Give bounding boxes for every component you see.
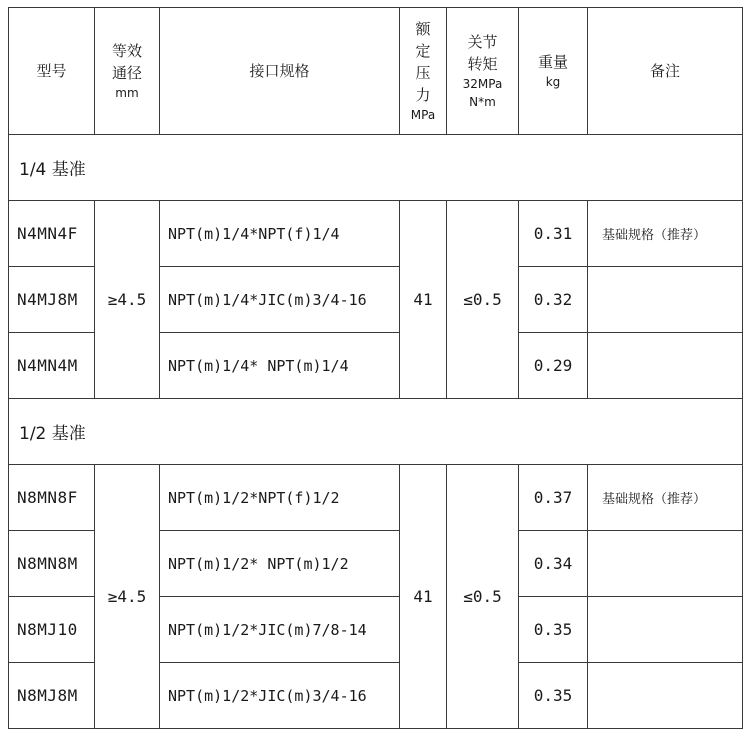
header-torque-line4: N*m [469, 95, 496, 109]
header-pressure-line3: 压 [415, 64, 431, 82]
header-bore-line2: 通径 [111, 64, 142, 82]
bore-cell: ≥4.5 [95, 465, 160, 729]
port-cell: NPT(m)1/4*NPT(f)1/4 [160, 201, 400, 267]
note-cell: 基础规格（推荐） [588, 201, 743, 267]
header-bore-line1: 等效 [111, 42, 142, 60]
header-pressure-line1: 额 [415, 20, 431, 38]
note-cell: 基础规格（推荐） [588, 465, 743, 531]
note-cell [588, 663, 743, 729]
pressure-cell: 41 [400, 465, 447, 729]
bore-cell: ≥4.5 [95, 201, 160, 399]
weight-cell: 0.32 [519, 267, 588, 333]
model-cell: N8MN8M [9, 531, 95, 597]
header-pressure-unit: MPa [410, 108, 436, 122]
port-cell: NPT(m)1/2*NPT(f)1/2 [160, 465, 400, 531]
header-pressure [400, 8, 447, 135]
model-cell: N8MJ8M [9, 663, 95, 729]
model-cell: N8MJ10 [9, 597, 95, 663]
port-cell: NPT(m)1/2*JIC(m)7/8-14 [160, 597, 400, 663]
group-title: 1/4 基准 [9, 135, 743, 201]
port-cell: NPT(m)1/4* NPT(m)1/4 [160, 333, 400, 399]
header-weight-line1: 重量 [537, 53, 568, 71]
spec-table-wrapper [8, 7, 743, 729]
weight-cell: 0.35 [519, 663, 588, 729]
header-note: 备注 [588, 8, 743, 135]
weight-cell: 0.31 [519, 201, 588, 267]
spec-table [8, 7, 743, 729]
header-weight [519, 8, 588, 135]
note-cell [588, 267, 743, 333]
model-cell: N4MN4F [9, 201, 95, 267]
group-row [9, 135, 743, 201]
note-cell [588, 531, 743, 597]
port-cell: NPT(m)1/2* NPT(m)1/2 [160, 531, 400, 597]
model-cell: N8MN8F [9, 465, 95, 531]
torque-cell: ≤0.5 [447, 201, 519, 399]
header-weight-unit: kg [545, 75, 561, 89]
header-row [9, 8, 743, 135]
torque-cell: ≤0.5 [447, 465, 519, 729]
header-port: 接口规格 [160, 8, 400, 135]
header-torque-line1: 关节 [467, 33, 498, 51]
pressure-cell: 41 [400, 201, 447, 399]
header-pressure-line4: 力 [415, 86, 431, 104]
group-row [9, 399, 743, 465]
table-row [9, 465, 743, 531]
port-cell: NPT(m)1/4*JIC(m)3/4-16 [160, 267, 400, 333]
header-torque [447, 8, 519, 135]
table-row [9, 201, 743, 267]
model-cell: N4MN4M [9, 333, 95, 399]
group-title: 1/2 基准 [9, 399, 743, 465]
weight-cell: 0.35 [519, 597, 588, 663]
weight-cell: 0.37 [519, 465, 588, 531]
header-torque-line3: 32MPa [462, 77, 503, 91]
note-cell [588, 597, 743, 663]
header-model: 型号 [9, 8, 95, 135]
weight-cell: 0.29 [519, 333, 588, 399]
weight-cell: 0.34 [519, 531, 588, 597]
header-pressure-line2: 定 [415, 42, 431, 60]
header-torque-line2: 转矩 [467, 55, 498, 73]
model-cell: N4MJ8M [9, 267, 95, 333]
header-bore [95, 8, 160, 135]
note-cell [588, 333, 743, 399]
header-bore-unit: mm [115, 86, 139, 100]
port-cell: NPT(m)1/2*JIC(m)3/4-16 [160, 663, 400, 729]
